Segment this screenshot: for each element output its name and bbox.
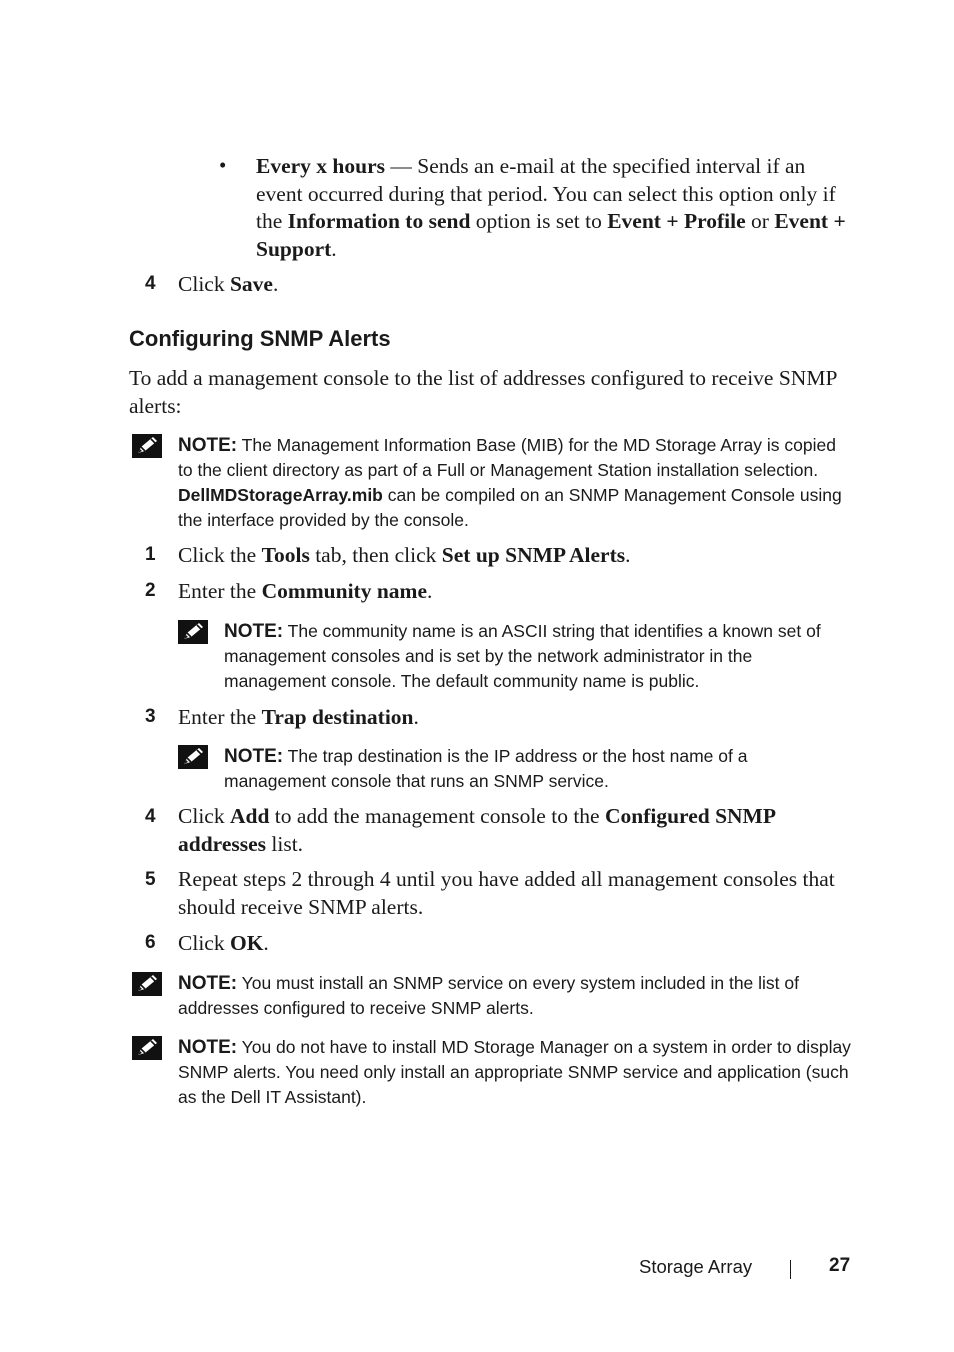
step-number: 3 — [145, 706, 156, 727]
step-5: Repeat steps 2 through 4 until you have added all management consoles that should receive SNMP alerts. — [178, 867, 835, 919]
option-term: Every x hours — [256, 154, 385, 178]
note-pencil-icon — [178, 620, 208, 644]
bullet-text: or — [745, 209, 775, 233]
ui-label: Community name — [261, 579, 428, 603]
ui-label: Save — [229, 272, 273, 296]
bullet-text: option is set to — [470, 209, 608, 233]
option-name: Event + Support — [256, 209, 846, 261]
note-manager: NOTE: You do not have to install MD Storage Manager on a system in order to display SNMP alerts. You need only install an appropriate SNMP service and application (such as the Dell IT Assistant). — [178, 1037, 851, 1107]
footer-title: Storage Array — [639, 1256, 753, 1277]
step-6: Click OK. — [178, 931, 269, 955]
step-2: Enter the Community name. — [178, 579, 433, 603]
ui-label: OK — [229, 931, 264, 955]
note-mib: NOTE: The Management Information Base (MIB) for the MD Storage Array is copied to the client directory as part of a Full or Management Station installation selection. DellMDStorageArray.mib can be compiled on an SNMP Management Console using the interface provided by the console. — [178, 435, 842, 530]
ui-label: Add — [229, 804, 270, 828]
note-label: NOTE: — [178, 435, 238, 456]
intro-paragraph: To add a management console to the list of addresses configured to receive SNMP alerts: — [129, 366, 837, 418]
step-number: 4 — [145, 273, 156, 294]
bullet-text: . — [331, 236, 337, 261]
mib-filename: DellMDStorageArray.mib — [178, 485, 383, 505]
ui-label: Tools — [261, 543, 310, 567]
ui-label: Trap destination — [261, 705, 414, 729]
note-pencil-icon — [132, 434, 162, 458]
step-1: Click the Tools tab, then click Set up SNMP Alerts. — [178, 543, 631, 567]
section-heading: Configuring SNMP Alerts — [129, 326, 391, 351]
step-number: 2 — [145, 580, 156, 601]
page-number: 27 — [829, 1255, 851, 1276]
bullet-dot: • — [219, 153, 227, 177]
note-install: NOTE: You must install an SNMP service on every system included in the list of addresses configured to receive SNMP alerts. — [178, 973, 799, 1018]
step-click-save: Click Save. — [178, 272, 279, 296]
note-pencil-icon — [132, 972, 162, 996]
step-3: Enter the Trap destination. — [178, 705, 419, 729]
note-label: NOTE: — [224, 621, 284, 642]
ui-label: Set up SNMP Alerts — [441, 543, 626, 567]
note-pencil-icon — [178, 745, 208, 769]
note-label: NOTE: — [178, 973, 238, 994]
note-pencil-icon — [132, 1036, 162, 1060]
footer-separator — [790, 1260, 791, 1279]
ui-label: Configured SNMP addresses — [178, 804, 775, 856]
note-trap: NOTE: The trap destination is the IP address or the host name of a management console that runs an SNMP service. — [224, 746, 748, 791]
bullet-text: — Sends an e-mail at the specified interval if an event occurred during that period. You can select this option only if the — [256, 154, 836, 233]
option-name: Information to send — [287, 209, 471, 233]
note-community: NOTE: The community name is an ASCII string that identifies a known set of management consoles and is set by the network administrator in the management console. The default community name is public. — [224, 621, 821, 691]
option-name: Event + Profile — [607, 209, 746, 233]
step-number: 1 — [145, 544, 156, 565]
bullet-every-x-hours — [256, 153, 856, 263]
note-label: NOTE: — [178, 1037, 238, 1058]
note-label: NOTE: — [224, 746, 284, 767]
step-number: 5 — [145, 869, 156, 890]
step-number: 6 — [145, 932, 156, 953]
step-4: Click Add to add the management console to the Configured SNMP addresses list. — [178, 804, 775, 856]
step-number: 4 — [145, 806, 156, 827]
